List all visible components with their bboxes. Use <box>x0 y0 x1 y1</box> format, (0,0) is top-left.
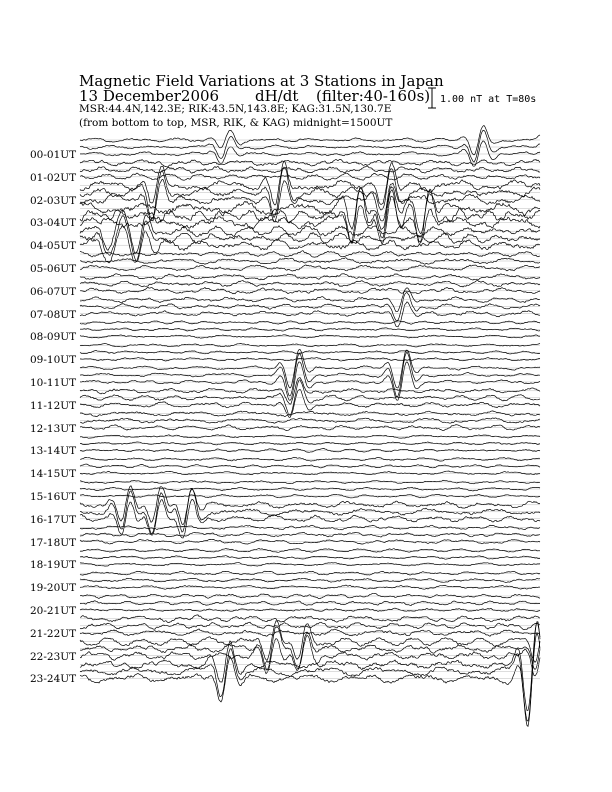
hour-label: 01-02UT <box>30 171 77 184</box>
hour-label: 14-15UT <box>30 468 77 481</box>
station-trace-rik <box>80 130 540 162</box>
quantity-label: dH/dt <box>255 87 299 105</box>
hour-label: 17-18UT <box>30 536 77 549</box>
hour-label: 03-04UT <box>30 217 77 230</box>
hour-label: 10-11UT <box>30 377 77 389</box>
hour-label: 22-23UT <box>30 650 77 663</box>
date-label: 13 December2006 <box>79 87 220 105</box>
hour-label: 11-12UT <box>30 399 77 412</box>
station-trace-kag <box>80 435 540 439</box>
station-trace-msr <box>80 389 540 417</box>
hour-label: 21-22UT <box>30 627 77 640</box>
hour-label: 02-03UT <box>30 194 77 207</box>
hour-label: 16-17UT <box>30 513 77 526</box>
station-trace-msr <box>80 196 540 244</box>
hour-label: 00-01UT <box>30 149 77 161</box>
station-trace-kag <box>80 159 540 167</box>
hour-label: 12-13UT <box>30 422 77 435</box>
hour-label: 08-09UT <box>30 331 77 344</box>
station-coordinates: MSR:44.4N,142.3E; RIK:43.5N,143.8E; KAG:31.5N,130.7E <box>79 103 392 115</box>
hour-label: 19-20UT <box>30 582 77 595</box>
hour-label: 13-14UT <box>30 445 77 458</box>
station-trace-kag <box>80 161 540 205</box>
hour-label: 20-21UT <box>30 605 77 617</box>
hour-label: 18-19UT <box>30 559 77 572</box>
hour-label: 06-07UT <box>30 285 77 298</box>
hour-label: 09-10UT <box>30 354 77 367</box>
hour-label: 07-08UT <box>30 308 77 321</box>
scale-label: 1.00 nT at T=80s <box>440 94 537 105</box>
hour-label: 23-24UT <box>30 673 77 686</box>
hour-label: 04-05UT <box>30 240 77 253</box>
station-order-note: (from bottom to top, MSR, RIK, & KAG) midnight=1500UT <box>79 117 393 129</box>
station-trace-rik <box>80 167 540 219</box>
filter-label: (filter:40-160s) <box>316 87 431 105</box>
hour-label: 15-16UT <box>30 491 77 503</box>
hour-label: 05-06UT <box>30 263 77 275</box>
station-trace-msr <box>80 471 540 475</box>
chart-title: Magnetic Field Variations at 3 Stations in Japan <box>79 72 444 90</box>
